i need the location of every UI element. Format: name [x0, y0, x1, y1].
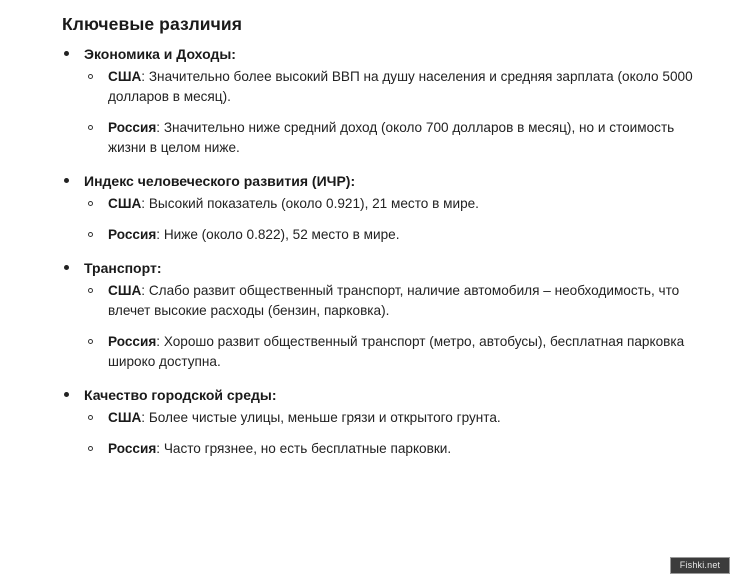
bullet-disc-icon — [64, 51, 69, 56]
item-text — [108, 196, 479, 211]
item-label: США — [108, 69, 142, 84]
item-body: : Часто грязнее, но есть бесплатные парковки. — [156, 441, 452, 456]
item-text — [108, 283, 679, 318]
group-title: Транспорт: — [84, 260, 162, 276]
bullet-circle-icon — [88, 232, 93, 237]
item-body: : Хорошо развит общественный транспорт (метро, автобусы), бесплатная парковка широко доступна. — [108, 334, 685, 369]
bullet-circle-icon — [88, 288, 93, 293]
item-body: : Высокий показатель (около 0.921), 21 место в мире. — [141, 196, 479, 211]
item-label: Россия — [108, 227, 157, 242]
item-text — [108, 120, 674, 155]
watermark: Fishki.net — [670, 557, 730, 574]
list-group — [62, 45, 714, 158]
list-item — [84, 118, 714, 158]
group-title: Качество городской среды: — [84, 387, 277, 403]
list-item — [84, 439, 714, 459]
item-text — [108, 410, 501, 425]
list-item — [84, 281, 714, 321]
group-items — [84, 194, 714, 245]
list-item — [84, 225, 714, 245]
item-body: : Более чистые улицы, меньше грязи и открытого грунта. — [141, 410, 501, 425]
item-body: : Значительно ниже средний доход (около 700 долларов в месяц), но и стоимость жизни в целом ниже. — [108, 120, 675, 155]
bullet-circle-icon — [88, 415, 93, 420]
item-text — [108, 227, 399, 242]
list-item — [84, 408, 714, 428]
bullet-circle-icon — [88, 339, 93, 344]
list-group — [62, 172, 714, 245]
group-items — [84, 281, 714, 372]
page-title: Ключевые различия — [62, 14, 243, 34]
bullet-circle-icon — [88, 125, 93, 130]
list-item — [84, 332, 714, 372]
list-group — [62, 386, 714, 459]
group-title: Индекс человеческого развития (ИЧР): — [84, 173, 356, 189]
group-title: Экономика и Доходы: — [84, 46, 236, 62]
bullet-disc-icon — [64, 265, 69, 270]
group-items — [84, 408, 714, 459]
list-item — [84, 67, 714, 107]
item-text — [108, 69, 693, 104]
bullet-circle-icon — [88, 201, 93, 206]
item-text — [108, 334, 684, 369]
item-text — [108, 441, 451, 456]
bullet-disc-icon — [64, 392, 69, 397]
item-body: : Слабо развит общественный транспорт, наличие автомобиля – необходимость, что влечет высокие расходы (бензин, парковка). — [108, 283, 680, 318]
item-body: : Ниже (около 0.822), 52 место в мире. — [156, 227, 400, 242]
list-group — [62, 259, 714, 372]
bullet-circle-icon — [88, 446, 93, 451]
item-label: США — [108, 196, 142, 211]
bullet-circle-icon — [88, 74, 93, 79]
list-item — [84, 194, 714, 214]
item-label: Россия — [108, 120, 157, 135]
item-label: США — [108, 283, 142, 298]
item-label: Россия — [108, 334, 157, 349]
differences-list — [62, 45, 714, 459]
item-label: Россия — [108, 441, 157, 456]
item-label: США — [108, 410, 142, 425]
group-items — [84, 67, 714, 158]
item-body: : Значительно более высокий ВВП на душу населения и средняя зарплата (около 5000 долларов в месяц). — [108, 69, 693, 104]
bullet-disc-icon — [64, 178, 69, 183]
